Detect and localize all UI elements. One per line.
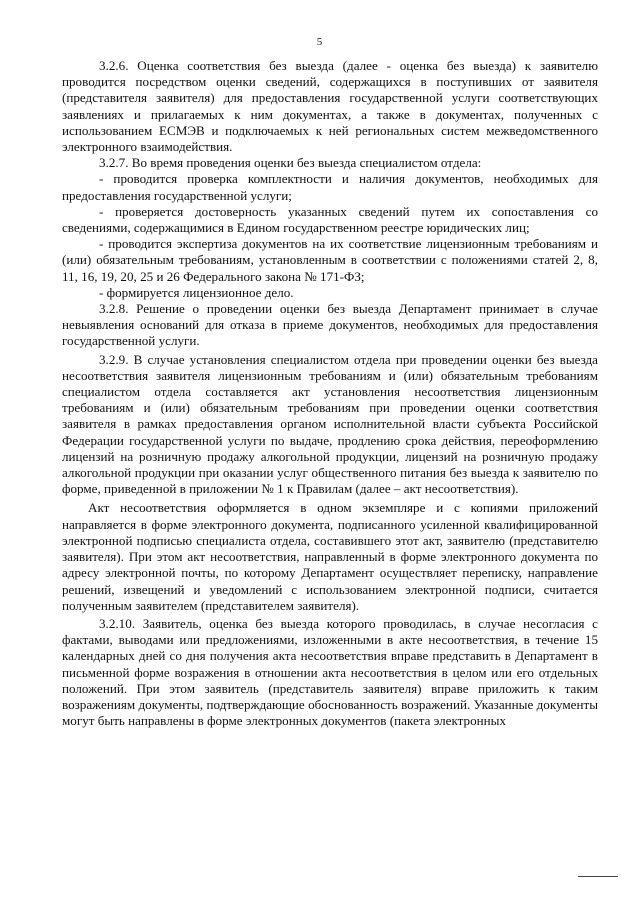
paragraph-3-2-10: 3.2.10. Заявитель, оценка без выезда которого проводилась, в случае несогласия с фактами, выводами или предложениями, изложенными в акте несоответствия, в течение 15 календарных дней со дня получения акта несоответствия вправе представить в Департамент в письменной форме возражения в отношении акта несоответствия в целом или его отдельных положений. При этом заявитель (представитель заявителя) вправе приложить к таким возражениям документы, подтверждающие обоснованность возражений. Указанные документы могут быть направлены в форме электронных документов (пакета электронных	[62, 615, 598, 729]
paragraph-akt-nesootvetstviya: Акт несоответствия оформляется в одном экземпляре и с копиями приложений направляется в форме электронного документа, подписанного усиленной квалифицированной электронной подписью специалиста отдела, составившего этот акт, заявителю (представителю заявителя). При этом акт несоответствия, направленный в форме электронного документа по адресу электронной почты, по которому Департамент осуществляет переписку, направление решений, извещений и уведомлений с использованием электронной подписи, считается полученным заявителем (представителем заявителя).	[62, 500, 598, 613]
paragraph-3-2-9: 3.2.9. В случае установления специалистом отдела при проведении оценки без выезда несоответствия заявителя лицензионным требованиям и (или) обязательным требованиям специалистом отдела составляется акт установления несоответствия лицензионным требованиям и (или) обязательным требованиям при проведении оценки соответствия заявителя в рамках предоставления органом исполнительной власти субъекта Российской Федерации государственной услуги по выдаче, продлению срока действия, переоформлению лицензий на розничную продажу алкогольной продукции, лицензий на розничную продажу алкогольной продукции при оказании услуг общественного питания без выезда к заявителю по форме, приведенной в приложении № 1 к Правилам (далее – акт несоответствия).	[62, 351, 598, 497]
page-number: 5	[316, 36, 323, 48]
list-item-completeness-check: - проводится проверка комплектности и наличия документов, необходимых для предоставления государственной услуги;	[62, 171, 598, 203]
document-body	[62, 58, 598, 729]
paragraph-3-2-7: 3.2.7. Во время проведения оценки без выезда специалистом отдела:	[99, 155, 482, 171]
list-item-reliability-check: - проверяется достоверность указанных сведений путем их сопоставления со сведениями, содержащимися в Едином государственном реестре юридических лиц;	[62, 203, 598, 236]
paragraph-3-2-8: 3.2.8. Решение о проведении оценки без выезда Департамент принимает в случае невыявления оснований для отказа в приеме документов, необходимых для предоставления государственной услуги.	[62, 301, 598, 349]
signature-line	[578, 876, 618, 877]
list-item-expertise: - проводится экспертиза документов на их соответствие лицензионным требованиям и (или) обязательным требованиям, установленным в соответствии с положениями статей 2, 8, 11, 16, 19, 20, 25 и 26 Федерального закона № 171-ФЗ;	[62, 236, 598, 284]
paragraph-3-2-6: 3.2.6. Оценка соответствия без выезда (далее - оценка без выезда) к заявителю проводится посредством оценки сведений, содержащихся в поступивших от заявителя (представителя заявителя) для предоставления государственной услуги соответствующих заявлениях и прилагаемых к ним документах, а также в документах, полученных с использованием ЕСМЭВ и подключаемых к ней региональных систем межведомственного электронного взаимодействия.	[62, 58, 598, 155]
list-item-license-file: - формируется лицензионное дело.	[99, 284, 294, 300]
